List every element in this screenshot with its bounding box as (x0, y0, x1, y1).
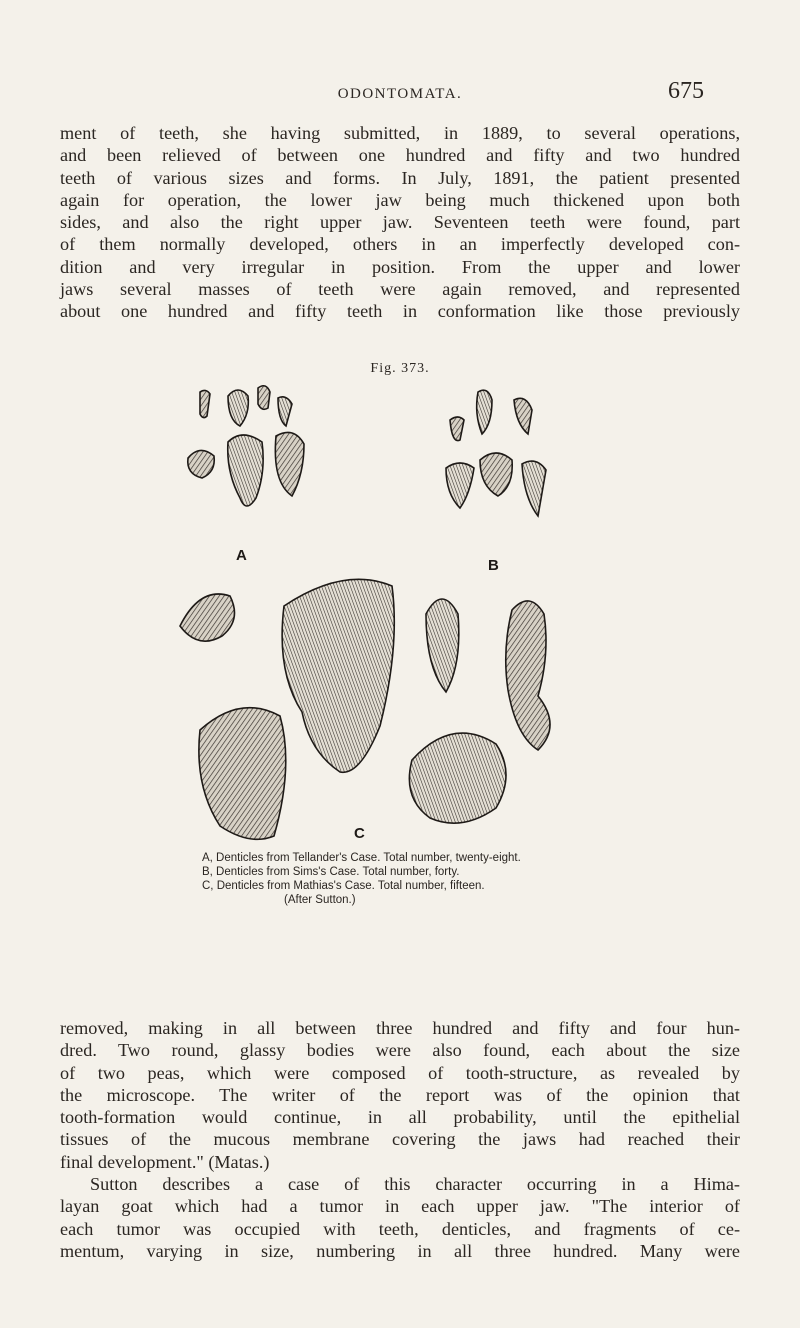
denticles-group-a (188, 386, 304, 506)
running-title: ODONTOMATA. (337, 86, 463, 102)
text-line: each tumor was occupied with teeth, denticles, and fragments of ce- (60, 1218, 740, 1239)
paragraph-bottom (60, 1017, 740, 1262)
text-line: dred. Two round, glassy bodies were also found, each about the size (60, 1040, 740, 1061)
text-line: again for operation, the lower jaw being much thickened upon both (60, 189, 740, 210)
text-line: of two peas, which were composed of tooth-structure, as revealed by (60, 1062, 740, 1083)
figure-label: Fig. 373. (370, 361, 430, 376)
text-line: mentum, varying in size, numbering in all three hundred. Many were (60, 1240, 740, 1261)
caption-line: A, Denticles from Tellander's Case. Total number, twenty-eight. (202, 852, 521, 864)
text-line: layan goat which had a tumor in each upper jaw. "The interior of (60, 1196, 740, 1217)
text-line: tissues of the mucous membrane covering the jaws had reached their (60, 1129, 740, 1150)
text-line: sides, and also the right upper jaw. Seventeen teeth were found, part (60, 212, 740, 233)
text-line: Sutton describes a case of this character occurring in a Hima- (90, 1174, 740, 1195)
text-line: final development." (Matas.) (60, 1151, 270, 1172)
denticles-group-c (180, 579, 550, 839)
figure-caption (202, 851, 622, 907)
text-line: about one hundred and fifty teeth in conformation like those previously (60, 301, 740, 322)
text-line: of them normally developed, others in an imperfectly developed con- (60, 234, 740, 255)
text-line: ment of teeth, she having submitted, in 1889, to several operations, (60, 123, 740, 143)
panel-label-a: A (236, 547, 247, 564)
page-header (60, 78, 740, 108)
caption-credit: (After Sutton.) (284, 894, 356, 906)
text-line: jaws several masses of teeth were again removed, and represented (60, 279, 740, 300)
text-line: tooth-formation would continue, in all probability, until the epithelial (60, 1107, 740, 1128)
panel-label-c: C (354, 825, 365, 842)
caption-line: C, Denticles from Mathias's Case. Total number, fifteen. (202, 880, 485, 892)
text-line: dition and very irregular in position. From the upper and lower (60, 256, 740, 277)
caption-line: B, Denticles from Sims's Case. Total number, forty. (202, 866, 460, 878)
text-line: the microscope. The writer of the report was of the opinion that (60, 1084, 740, 1105)
page-number: 675 (668, 78, 704, 104)
text-line: teeth of various sizes and forms. In July, 1891, the patient presented (60, 167, 740, 188)
denticles-group-b (446, 390, 546, 516)
text-line: and been relieved of between one hundred and fifty and two hundred (60, 145, 740, 166)
panel-label-b: B (488, 557, 499, 574)
text-line: removed, making in all between three hundred and fifty and four hun- (60, 1018, 740, 1038)
paragraph-top (60, 122, 740, 323)
denticles-figure (160, 380, 640, 848)
